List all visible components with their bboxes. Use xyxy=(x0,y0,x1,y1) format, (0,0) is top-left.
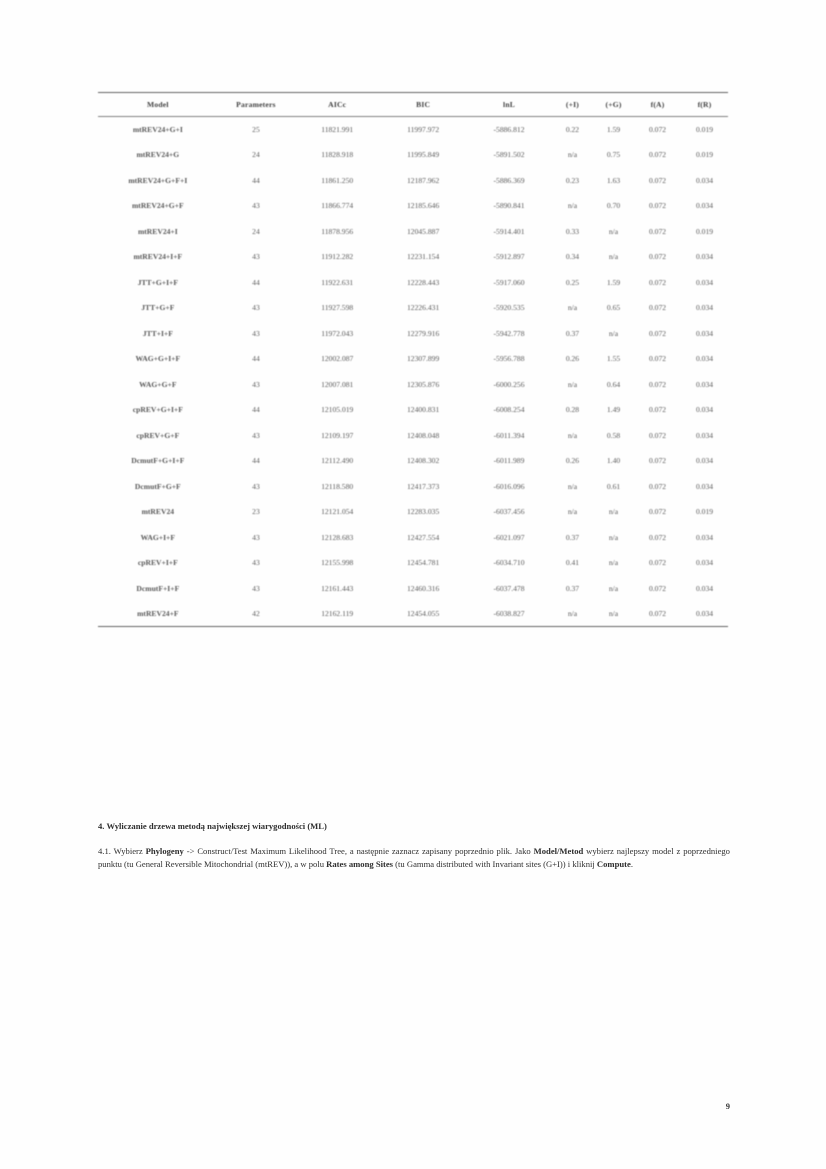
cell-bic: 12045.887 xyxy=(406,226,440,236)
cell-gamma: n/a xyxy=(608,252,619,262)
cell-invariant: 0.23 xyxy=(565,175,580,185)
cell-freq-r: 0.034 xyxy=(695,175,714,185)
cell-invariant: 0.34 xyxy=(565,252,580,262)
cell-freq-a: 0.072 xyxy=(648,583,667,593)
cell-freq-r: 0.034 xyxy=(695,328,714,338)
cell-invariant: n/a xyxy=(567,481,578,491)
table-body xyxy=(98,117,728,627)
cell-lnl: -5956.788 xyxy=(493,354,525,364)
cell-aicc: 11821.991 xyxy=(321,125,354,134)
cell-freq-a: 0.072 xyxy=(648,328,667,338)
table-row xyxy=(98,550,728,576)
cell-aicc: 12007.081 xyxy=(321,379,354,389)
cell-freq-r: 0.019 xyxy=(695,125,714,134)
cell-freq-a: 0.072 xyxy=(648,558,667,568)
step-text-fragment: . xyxy=(630,859,633,870)
cell-parameters: 44 xyxy=(252,456,260,466)
cell-model: WAG+G+F xyxy=(139,379,177,389)
cell-gamma: 1.59 xyxy=(606,277,621,287)
cell-invariant: n/a xyxy=(567,430,578,440)
table-row xyxy=(98,117,728,143)
cell-aicc: 12161.443 xyxy=(321,583,354,593)
cell-freq-a: 0.072 xyxy=(648,201,667,211)
cell-freq-a: 0.072 xyxy=(648,609,667,618)
table-row xyxy=(98,499,728,525)
cell-model: mtREV24+G xyxy=(136,150,180,160)
cell-freq-r: 0.034 xyxy=(695,354,714,364)
cell-parameters: 44 xyxy=(252,405,260,415)
cell-invariant: n/a xyxy=(567,379,578,389)
column-header-freq-a: f(A) xyxy=(650,100,665,109)
cell-parameters: 43 xyxy=(252,201,260,211)
cell-freq-a: 0.072 xyxy=(648,507,667,517)
cell-aicc: 11861.250 xyxy=(321,175,354,185)
cell-parameters: 43 xyxy=(252,532,260,542)
cell-lnl: -6011.394 xyxy=(493,430,525,440)
cell-model: JTT+G+I+F xyxy=(137,277,179,287)
cell-freq-r: 0.034 xyxy=(695,558,714,568)
cell-model: mtREV24+G+F xyxy=(131,201,184,211)
cell-model: DcmutF+G+I+F xyxy=(131,456,185,466)
table-row xyxy=(98,601,728,627)
cell-parameters: 42 xyxy=(252,609,260,618)
column-header-lnl: lnL xyxy=(503,100,516,109)
cell-bic: 12231.154 xyxy=(406,252,440,262)
cell-freq-a: 0.072 xyxy=(648,150,667,160)
cell-aicc: 12002.087 xyxy=(321,354,354,364)
cell-gamma: 0.58 xyxy=(606,430,621,440)
cell-model: JTT+I+F xyxy=(142,328,173,338)
cell-model: cpREV+G+F xyxy=(136,430,180,440)
cell-invariant: 0.37 xyxy=(565,328,580,338)
section-heading: 4. Wyliczanie drzewa metodą największej wiarygodności (ML) xyxy=(98,821,327,831)
table-row xyxy=(98,295,728,321)
cell-invariant: 0.33 xyxy=(565,226,580,236)
cell-lnl: -6037.456 xyxy=(493,507,525,517)
cell-gamma: 0.64 xyxy=(606,379,621,389)
cell-aicc: 12112.490 xyxy=(321,456,354,466)
cell-bic: 11997.972 xyxy=(407,125,440,134)
cell-gamma: 1.63 xyxy=(606,175,621,185)
cell-parameters: 24 xyxy=(252,150,260,160)
cell-model: WAG+I+F xyxy=(140,532,176,542)
model-selection-table xyxy=(98,92,728,627)
cell-freq-r: 0.034 xyxy=(695,252,714,262)
cell-gamma: n/a xyxy=(608,328,619,338)
cell-freq-a: 0.072 xyxy=(648,481,667,491)
cell-gamma: n/a xyxy=(608,558,619,568)
cell-freq-r: 0.034 xyxy=(695,481,714,491)
cell-gamma: 0.75 xyxy=(606,150,621,160)
cell-freq-r: 0.019 xyxy=(695,226,714,236)
step-text xyxy=(98,846,730,869)
cell-aicc: 11866.774 xyxy=(321,201,354,211)
step-text-fragment: Phylogeny xyxy=(145,846,184,856)
cell-parameters: 44 xyxy=(252,354,260,364)
table-row xyxy=(98,270,728,296)
cell-model: mtREV24+F xyxy=(137,609,179,618)
cell-lnl: -6037.478 xyxy=(493,583,525,593)
table-row xyxy=(98,244,728,270)
cell-lnl: -5886.369 xyxy=(493,175,525,185)
step-number: 4.1. xyxy=(98,846,111,856)
cell-aicc: 12105.019 xyxy=(321,405,354,415)
column-header-gamma: (+G) xyxy=(605,100,622,109)
cell-gamma: n/a xyxy=(608,583,619,593)
cell-gamma: 1.49 xyxy=(606,405,621,415)
cell-freq-r: 0.034 xyxy=(695,583,714,593)
cell-lnl: -6034.710 xyxy=(493,558,525,568)
cell-gamma: n/a xyxy=(608,507,619,517)
column-header-aicc: AICc xyxy=(328,100,347,109)
cell-freq-r: 0.034 xyxy=(695,609,714,618)
cell-freq-r: 0.034 xyxy=(695,405,714,415)
cell-gamma: n/a xyxy=(608,609,619,618)
cell-aicc: 11912.282 xyxy=(321,252,354,262)
cell-parameters: 43 xyxy=(252,583,260,593)
cell-gamma: 1.40 xyxy=(606,456,621,466)
column-header-model: Model xyxy=(146,100,169,109)
step-text-fragment: Compute xyxy=(596,859,631,870)
cell-parameters: 43 xyxy=(252,481,260,491)
cell-invariant: 0.37 xyxy=(565,583,580,593)
cell-freq-a: 0.072 xyxy=(648,532,667,542)
page-number: 9 xyxy=(725,1101,730,1111)
cell-bic: 12228.443 xyxy=(406,277,440,287)
table-row xyxy=(98,321,728,347)
table-row xyxy=(98,397,728,423)
cell-lnl: -5920.535 xyxy=(493,303,525,313)
table-header xyxy=(98,93,728,117)
cell-parameters: 44 xyxy=(252,175,260,185)
table-row xyxy=(98,423,728,449)
cell-invariant: 0.25 xyxy=(565,277,580,287)
cell-parameters: 43 xyxy=(252,252,260,262)
table-row xyxy=(98,448,728,474)
step-text-fragment: Rates among Sites xyxy=(326,859,394,870)
cell-freq-r: 0.019 xyxy=(695,150,714,160)
cell-freq-r: 0.034 xyxy=(695,430,714,440)
cell-bic: 11995.849 xyxy=(407,150,440,160)
cell-bic: 12305.876 xyxy=(406,379,440,389)
cell-invariant: 0.41 xyxy=(565,558,580,568)
cell-bic: 12185.646 xyxy=(406,201,440,211)
table-row xyxy=(98,193,728,219)
step-text-fragment: Wybierz xyxy=(113,846,146,856)
cell-model: DcmutF+I+F xyxy=(136,583,180,593)
cell-lnl: -6008.254 xyxy=(493,405,525,415)
step-text-fragment: (tu Gamma distributed with Invariant sites (G+I)) i kliknij xyxy=(393,859,597,870)
cell-aicc: 11922.631 xyxy=(321,277,354,287)
cell-model: JTT+G+F xyxy=(141,303,175,313)
cell-aicc: 11927.598 xyxy=(321,303,354,313)
cell-freq-a: 0.072 xyxy=(648,405,667,415)
cell-invariant: 0.22 xyxy=(565,125,580,134)
cell-freq-r: 0.034 xyxy=(695,456,714,466)
cell-lnl: -5886.812 xyxy=(493,125,525,134)
cell-parameters: 23 xyxy=(252,507,260,517)
cell-bic: 12427.554 xyxy=(406,532,440,542)
cell-invariant: 0.26 xyxy=(565,456,580,466)
cell-model: mtREV24+I xyxy=(137,226,178,236)
table-container xyxy=(98,92,728,627)
cell-parameters: 25 xyxy=(252,125,260,134)
cell-model: WAG+G+I+F xyxy=(135,354,181,364)
cell-bic: 12187.962 xyxy=(406,175,440,185)
cell-freq-a: 0.072 xyxy=(648,125,667,134)
cell-aicc: 12118.580 xyxy=(321,481,354,491)
step-text-fragment: wybierz najlepszy model z poprzedniego punktu (tu General Reversible Mitochondrial (mtREV)), a w polu xyxy=(98,846,730,870)
cell-lnl: -5914.401 xyxy=(493,226,525,236)
column-header-invariant: (+I) xyxy=(565,100,580,109)
cell-model: cpREV+I+F xyxy=(137,558,178,568)
cell-invariant: n/a xyxy=(567,150,578,160)
table-row xyxy=(98,142,728,168)
cell-gamma: 0.70 xyxy=(606,201,621,211)
cell-freq-r: 0.034 xyxy=(695,379,714,389)
cell-bic: 12307.899 xyxy=(406,354,440,364)
cell-parameters: 24 xyxy=(252,226,260,236)
cell-freq-a: 0.072 xyxy=(648,277,667,287)
table-row xyxy=(98,474,728,500)
table-row xyxy=(98,219,728,245)
cell-gamma: 1.59 xyxy=(606,125,621,134)
cell-parameters: 44 xyxy=(252,277,260,287)
cell-invariant: 0.37 xyxy=(565,532,580,542)
cell-lnl: -5942.778 xyxy=(493,328,525,338)
cell-freq-a: 0.072 xyxy=(648,226,667,236)
table-row xyxy=(98,372,728,398)
cell-freq-a: 0.072 xyxy=(648,175,667,185)
cell-invariant: 0.28 xyxy=(565,405,580,415)
cell-freq-r: 0.034 xyxy=(695,201,714,211)
column-header-bic: BIC xyxy=(416,100,431,109)
cell-parameters: 43 xyxy=(252,328,260,338)
cell-aicc: 11972.043 xyxy=(321,328,354,338)
cell-model: mtREV24+I+F xyxy=(133,252,183,262)
cell-aicc: 12128.683 xyxy=(321,532,354,542)
cell-freq-a: 0.072 xyxy=(648,354,667,364)
cell-bic: 12279.916 xyxy=(406,328,440,338)
cell-invariant: 0.26 xyxy=(565,354,580,364)
cell-bic: 12408.048 xyxy=(406,430,440,440)
cell-lnl: -5891.502 xyxy=(493,150,525,160)
cell-model: DcmutF+G+F xyxy=(134,481,181,491)
cell-bic: 12417.373 xyxy=(406,481,440,491)
cell-freq-a: 0.072 xyxy=(648,379,667,389)
cell-lnl: -5890.841 xyxy=(493,201,525,211)
cell-bic: 12454.055 xyxy=(406,609,440,618)
cell-freq-a: 0.072 xyxy=(648,430,667,440)
cell-model: mtREV24 xyxy=(141,507,175,517)
cell-lnl: -6011.989 xyxy=(493,456,525,466)
cell-parameters: 43 xyxy=(252,303,260,313)
table-header-row xyxy=(98,93,728,117)
cell-bic: 12408.302 xyxy=(406,456,440,466)
cell-invariant: n/a xyxy=(567,303,578,313)
table-row xyxy=(98,525,728,551)
cell-aicc: 11828.918 xyxy=(321,150,354,160)
cell-freq-a: 0.072 xyxy=(648,456,667,466)
cell-lnl: -6038.827 xyxy=(493,609,525,618)
cell-freq-r: 0.034 xyxy=(695,277,714,287)
cell-invariant: n/a xyxy=(567,609,578,618)
cell-aicc: 12155.998 xyxy=(321,558,354,568)
cell-bic: 12226.431 xyxy=(406,303,440,313)
cell-aicc: 12109.197 xyxy=(321,430,354,440)
cell-gamma: n/a xyxy=(608,532,619,542)
cell-gamma: 0.65 xyxy=(606,303,621,313)
cell-aicc: 12121.054 xyxy=(321,507,354,517)
cell-aicc: 12162.119 xyxy=(321,609,354,618)
cell-bic: 12454.781 xyxy=(406,558,440,568)
table-row xyxy=(98,168,728,194)
column-header-freq-r: f(R) xyxy=(697,100,712,109)
step-text-fragment: -> Construct/Test Maximum Likelihood Tree, a następnie zaznacz zapisany poprzednio plik. Jako xyxy=(183,846,534,856)
cell-model: mtREV24+G+I xyxy=(132,125,183,134)
cell-bic: 12400.831 xyxy=(406,405,440,415)
cell-bic: 12460.316 xyxy=(406,583,440,593)
cell-bic: 12283.035 xyxy=(406,507,440,517)
cell-freq-a: 0.072 xyxy=(648,303,667,313)
cell-freq-r: 0.019 xyxy=(695,507,714,517)
column-header-parameters: Parameters xyxy=(236,100,276,109)
step-text-fragment: Model/Metod xyxy=(533,846,584,856)
cell-freq-r: 0.034 xyxy=(695,303,714,313)
cell-parameters: 43 xyxy=(252,430,260,440)
cell-freq-r: 0.034 xyxy=(695,532,714,542)
cell-lnl: -6016.096 xyxy=(493,481,525,491)
cell-gamma: 1.55 xyxy=(606,354,621,364)
cell-freq-a: 0.072 xyxy=(648,252,667,262)
step-paragraph xyxy=(98,845,730,872)
cell-parameters: 43 xyxy=(252,379,260,389)
cell-model: mtREV24+G+F+I xyxy=(128,175,188,185)
cell-gamma: 0.61 xyxy=(606,481,621,491)
cell-lnl: -6021.097 xyxy=(493,532,525,542)
cell-lnl: -5912.897 xyxy=(493,252,525,262)
table-row xyxy=(98,576,728,602)
cell-lnl: -6000.256 xyxy=(493,379,525,389)
table-row xyxy=(98,346,728,372)
cell-model: cpREV+G+I+F xyxy=(132,405,183,415)
cell-aicc: 11878.956 xyxy=(321,226,354,236)
cell-gamma: n/a xyxy=(608,226,619,236)
cell-parameters: 43 xyxy=(252,558,260,568)
cell-invariant: n/a xyxy=(567,201,578,211)
cell-invariant: n/a xyxy=(567,507,578,517)
cell-lnl: -5917.060 xyxy=(493,277,525,287)
